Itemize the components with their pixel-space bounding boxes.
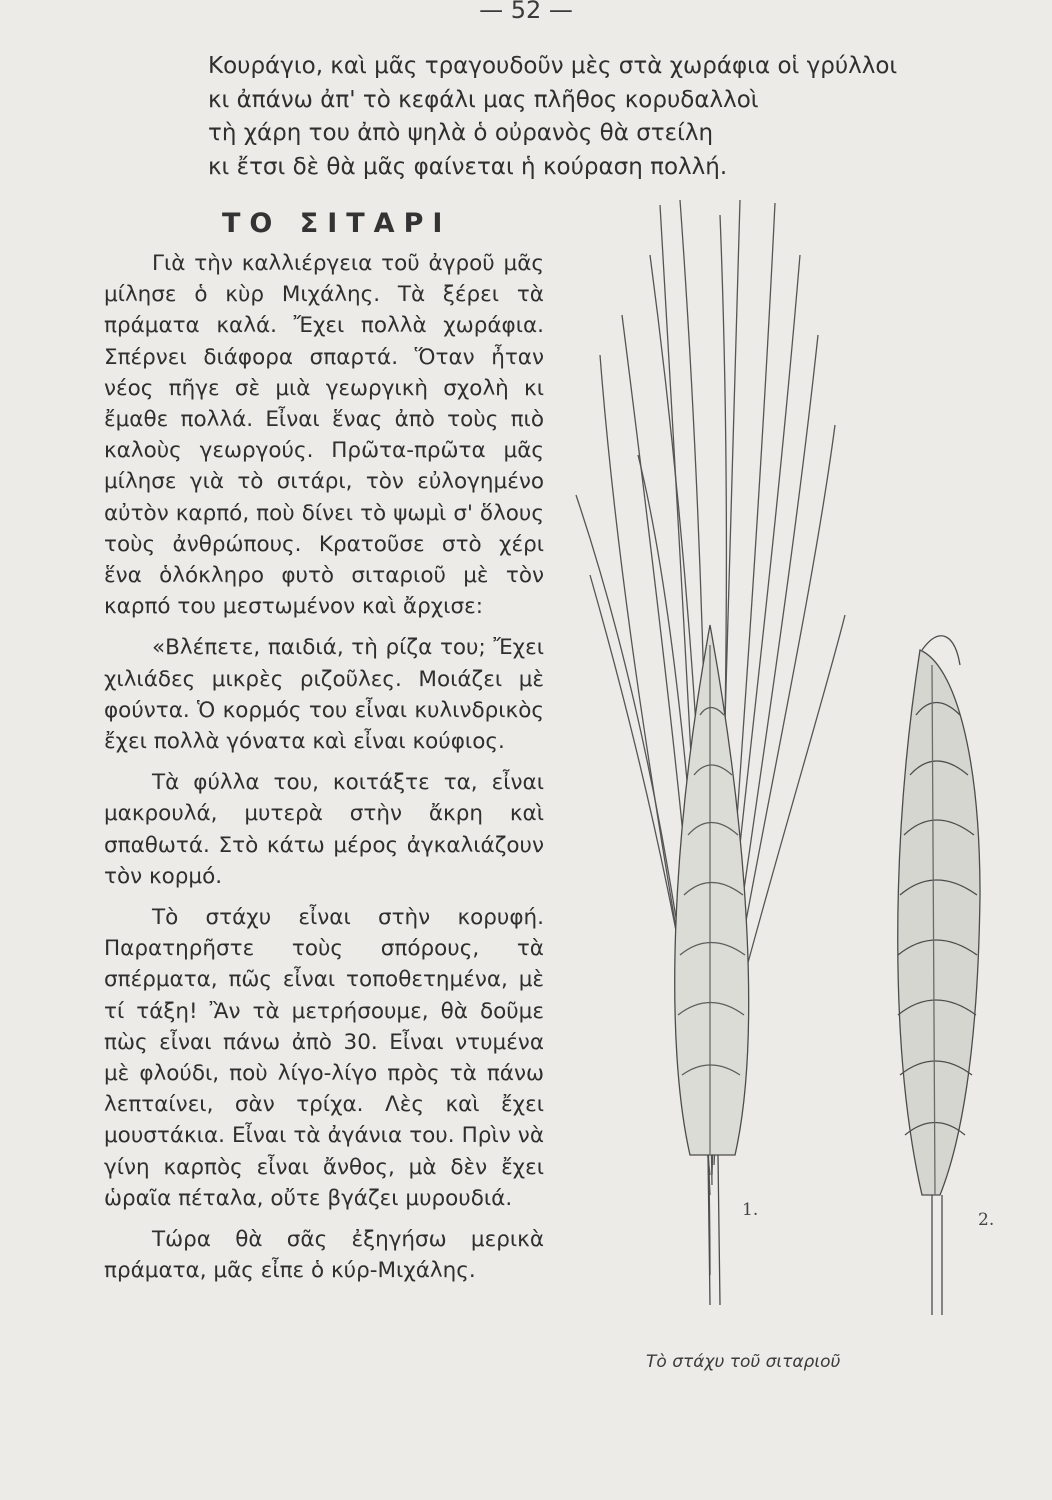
awnless-wheat-ear	[898, 636, 980, 1315]
paragraph: Τὰ φύλλα του, κοιτάξτε τα, εἶναι μακρουλά, μυτερὰ στὴν ἄκρη καὶ σπαθωτά. Στὸ κάτω μέρος ἀγκαλιάζουν τὸν κορμό.	[104, 770, 544, 889]
figure-caption: Τὸ στάχυ τοῦ σιταριοῦ	[646, 1352, 841, 1372]
page-number: — 52 —	[479, 0, 573, 24]
poem-line: κι ἀπάνω ἀπ' τὸ κεφάλι μας πλῆθος κορυδαλλοὶ	[208, 86, 759, 113]
paragraph: Τώρα θὰ σᾶς ἐξηγήσω μερικὰ πράματα, μᾶς εἶπε ὁ κύρ-Μιχάλης.	[104, 1227, 544, 1284]
poem-line: κι ἔτσι δὲ θὰ μᾶς φαίνεται ἡ κούραση πολλή.	[208, 153, 728, 180]
figure-label-2: 2.	[978, 1210, 995, 1230]
poem-line: τὴ χάρη του ἀπὸ ψηλὰ ὁ οὐρανὸς θὰ στείλη	[208, 120, 714, 146]
wheat-ears-drawing	[560, 195, 1010, 1315]
paragraph: Γιὰ τὴν καλλιέργεια τοῦ ἀγροῦ μᾶς μίλησε ὁ κὺρ Μιχάλης. Τὰ ξέρει τὰ πράματα καλά. Ἔχει πολλὰ χωράφια. Σπέρνει διάφορα σπαρτά. Ὅταν ἦταν νέος πῆγε σὲ μιὰ γεωργικὴ σχολὴ κι ἔμαθε πολλά. Εἶναι ἕνας ἀπὸ τοὺς πιὸ καλοὺς γεωργούς. Πρῶτα-πρῶτα μᾶς μίλησε γιὰ τὸ σιτάρι, τὸν εὐλογημένο αὐτὸν καρπό, ποὺ δίνει τὸ ψωμὶ σ' ὅλους τοὺς ἀνθρώπους. Κρατοῦσε στὸ χέρι ἕνα ὁλόκληρο φυτὸ σιταριοῦ μὲ τὸν καρπό του μεστωμένον καὶ ἄρχισε:	[104, 251, 544, 620]
bearded-wheat-ear	[576, 200, 845, 1305]
paragraph: Τὸ στάχυ εἶναι στὴν κορυφή. Παρατηρῆστε τοὺς σπόρους, τὰ σπέρματα, πῶς εἶναι τοποθετημένα, μὲ τί τάξη! Ἂν τὰ μετρήσουμε, θὰ δοῦμε πὼς εἶναι πάνω ἀπὸ 30. Εἶναι ντυμένα μὲ φλούδι, ποὺ λίγο-λίγο πρὸς τὰ πάνω λεπταίνει, σὰν τρίχα. Λὲς καὶ ἔχει μουστάκια. Εἶναι τὰ ἀγάνια του. Πρὶν νὰ γίνη καρπὸς εἶναι ἄνθος, μὰ δὲν ἔχει ὡραῖα πέταλα, οὔτε βγάζει μυρουδιά.	[104, 905, 544, 1211]
poem-stanza	[208, 50, 968, 184]
paragraph: «Βλέπετε, παιδιά, τὴ ρίζα του; Ἔχει χιλιάδες μικρὲς ριζοῦλες. Μοιάζει μὲ φούντα. Ὁ κορμός του εἶναι κυλινδρικὸς ἔχει πολλὰ γόνατα καὶ εἶναι κούφιος.	[104, 635, 544, 755]
article-body	[104, 248, 544, 1287]
wheat-illustration	[560, 195, 1010, 1315]
section-title: ΤΟ ΣΙΤΑΡΙ	[222, 208, 452, 239]
figure-label-1: 1.	[742, 1200, 759, 1220]
poem-line: Κουράγιο, καὶ μᾶς τραγουδοῦν μὲς στὰ χωράφια οἱ γρύλλοι	[208, 53, 898, 79]
